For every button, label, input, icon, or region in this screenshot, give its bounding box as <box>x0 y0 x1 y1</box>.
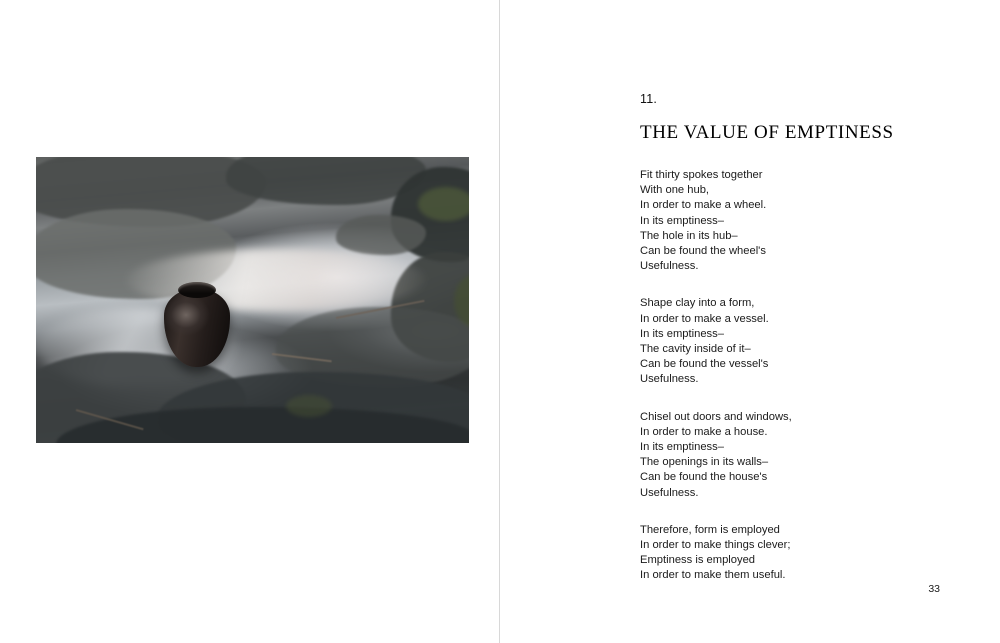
poem-line: Therefore, form is employed <box>640 523 780 536</box>
poem-line: In order to make them useful. <box>640 569 786 582</box>
poem-line: In its emptiness– <box>640 441 724 454</box>
poem-line: The cavity inside of it– <box>640 343 751 356</box>
poem-line: The hole in its hub– <box>640 229 738 242</box>
stanza <box>640 523 940 584</box>
photograph <box>36 157 469 443</box>
stanza <box>640 410 940 501</box>
poem-line: Emptiness is employed <box>640 554 756 567</box>
poem-line: Usefulness. <box>640 373 699 386</box>
poem-line: In order to make a wheel. <box>640 199 767 212</box>
poem-line: Can be found the vessel's <box>640 358 769 371</box>
poem-column <box>640 92 940 584</box>
poem-line: Can be found the house's <box>640 471 768 484</box>
poem-line: Fit thirty spokes together <box>640 169 763 181</box>
poem-line: In order to make a house. <box>640 425 768 438</box>
stanza <box>640 296 940 387</box>
photo-background <box>36 157 469 443</box>
page-number: 33 <box>928 583 940 595</box>
poem-line: Usefulness. <box>640 486 699 499</box>
poem-line: Can be found the wheel's <box>640 245 766 258</box>
right-page <box>500 0 1000 643</box>
poem-line: In its emptiness– <box>640 214 724 227</box>
poem-line: In its emptiness– <box>640 327 724 340</box>
poem-line: The openings in its walls– <box>640 456 769 469</box>
poem-line: Shape clay into a form, <box>640 297 755 310</box>
moss-patch <box>418 187 469 221</box>
stanza <box>640 168 940 274</box>
poem-line: In order to make things clever; <box>640 539 791 552</box>
poem-line: With one hub, <box>640 184 710 197</box>
poem-line: Usefulness. <box>640 260 699 273</box>
rock-shape <box>336 215 426 255</box>
poem-line: Chisel out doors and windows, <box>640 410 792 423</box>
poem-title: THE VALUE OF EMPTINESS <box>640 122 894 143</box>
poem-number: 11. <box>640 92 658 106</box>
poem-line: In order to make a vessel. <box>640 312 769 325</box>
moss-patch <box>286 395 332 417</box>
vessel-rim <box>178 282 216 298</box>
